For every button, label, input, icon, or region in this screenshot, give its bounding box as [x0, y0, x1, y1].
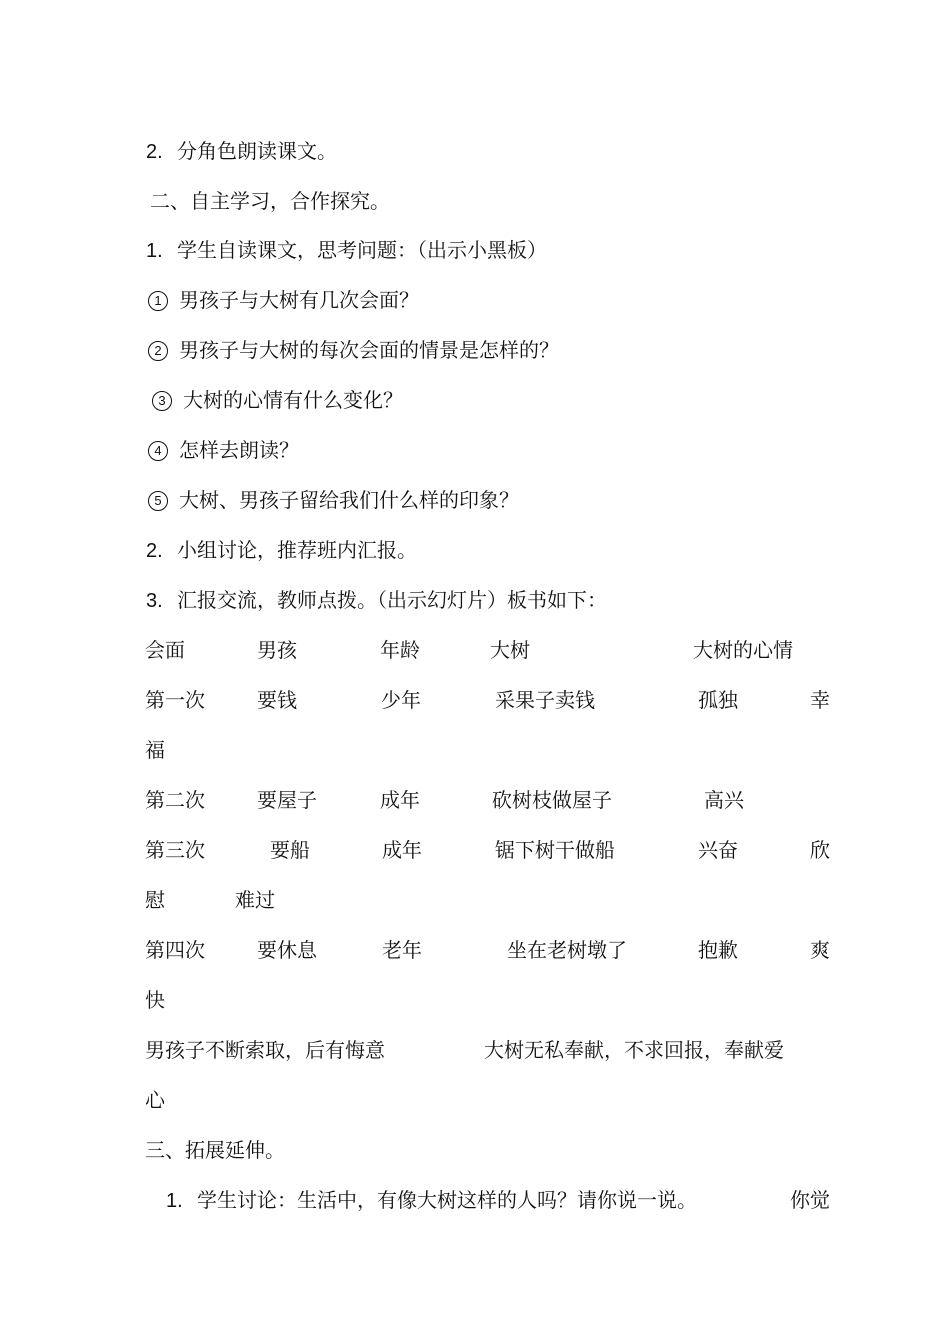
step-2-group-discussion [146, 536, 417, 565]
line-text: 大树、男孩子留给我们什么样的印象？ [179, 488, 519, 512]
list-number: 3. [146, 590, 163, 612]
board-row1-boy: 要钱 [257, 688, 297, 712]
line-text: 分角色朗读课文。 [177, 139, 338, 163]
line-text-continuation: 你觉 [790, 1188, 830, 1212]
line-text: 怎样去朗读？ [179, 438, 299, 462]
list-number: 2. [146, 540, 163, 562]
step-1-self-read [146, 236, 547, 265]
list-number: 2. [146, 141, 163, 163]
step-2-read-roles [146, 137, 337, 166]
board-row3-tree: 锯下树干做船 [495, 838, 615, 862]
question-1 [148, 286, 419, 314]
board-row4-meeting: 第四次 [145, 938, 205, 962]
board-row3-meeting: 第三次 [145, 838, 205, 862]
board-row4-mood: 抱歉 [698, 938, 738, 962]
circled-number: 3 [152, 391, 172, 411]
line-text: 小组讨论，推荐班内汇报。 [177, 538, 418, 562]
line-text: 学生讨论：生活中，有像大树这样的人吗？请你说一说。 [197, 1188, 698, 1212]
board-row3-mood: 兴奋 [698, 838, 738, 862]
board-summary-tree-wrap: 心 [145, 1088, 165, 1112]
board-row1-mood: 孤独 [698, 688, 738, 712]
board-row2-boy: 要屋子 [257, 788, 317, 812]
line-text: 大树的心情有什么变化？ [183, 388, 403, 412]
step-1-student-discussion [166, 1186, 697, 1215]
list-number: 1. [146, 240, 163, 262]
line-text: 男孩子与大树的每次会面的情景是怎样的？ [179, 338, 559, 362]
board-row4-mood2-part1: 爽 [810, 938, 830, 962]
circled-number: 1 [148, 291, 168, 311]
question-5 [148, 486, 519, 514]
line-text: 汇报交流，教师点拨。（出示幻灯片）板书如下： [177, 588, 608, 612]
board-row4-boy: 要休息 [257, 938, 317, 962]
board-row3-age: 成年 [382, 838, 422, 862]
circled-number: 4 [148, 441, 168, 461]
board-row4-age: 老年 [382, 938, 422, 962]
line-text: 二、自主学习，合作探究。 [150, 189, 390, 213]
line-text: 三、拓展延伸。 [145, 1138, 285, 1162]
board-row4-mood2-part2: 快 [145, 988, 165, 1012]
line-text: 男孩子与大树有几次会面？ [179, 288, 419, 312]
board-row2-tree: 砍树枝做屋子 [492, 788, 612, 812]
step-3-report [146, 586, 607, 615]
question-4 [148, 436, 299, 464]
board-header-age: 年龄 [380, 638, 420, 662]
board-summary-tree: 大树无私奉献，不求回报，奉献爱 [484, 1038, 784, 1062]
section-3-heading [145, 1136, 285, 1164]
board-row1-mood2-part1: 幸 [810, 688, 830, 712]
board-row3-mood2-part1: 欣 [810, 838, 830, 862]
board-header-boy: 男孩 [257, 638, 297, 662]
board-header-meeting: 会面 [145, 638, 185, 662]
board-header-tree: 大树 [490, 638, 530, 662]
board-row3-mood2-part2: 慰 [145, 888, 165, 912]
question-3 [152, 386, 403, 414]
board-summary-boy: 男孩子不断索取，后有悔意 [145, 1038, 385, 1062]
board-row3-mood3: 难过 [235, 888, 275, 912]
board-row1-mood2-part2: 福 [145, 738, 165, 762]
board-header-tree-mood: 大树的心情 [693, 638, 793, 662]
line-text: 学生自读课文，思考问题：（出示小黑板） [177, 238, 548, 262]
board-row1-meeting: 第一次 [145, 688, 205, 712]
board-row3-boy: 要船 [270, 838, 310, 862]
section-2-heading [150, 187, 390, 215]
board-row2-age: 成年 [380, 788, 420, 812]
board-row2-meeting: 第二次 [145, 788, 205, 812]
board-row2-mood: 高兴 [704, 788, 744, 812]
list-number: 1. [166, 1190, 183, 1212]
circled-number: 2 [148, 341, 168, 361]
board-row1-age: 少年 [381, 688, 421, 712]
circled-number: 5 [148, 491, 168, 511]
board-row4-tree: 坐在老树墩了 [507, 938, 627, 962]
question-2 [148, 336, 559, 364]
board-row1-tree: 采果子卖钱 [495, 688, 595, 712]
